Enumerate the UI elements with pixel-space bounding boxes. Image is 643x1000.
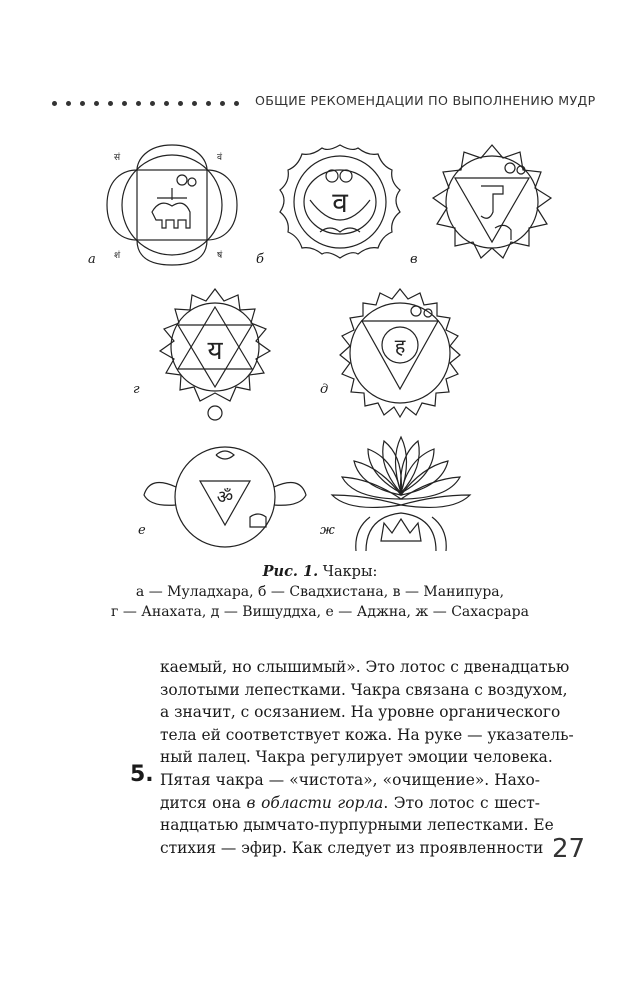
- dot: [52, 101, 57, 106]
- dot: [108, 101, 113, 106]
- label-d: д: [320, 382, 329, 397]
- dot: [150, 101, 155, 106]
- petal-glyph: सं: [114, 153, 121, 163]
- seed-syllable: व: [332, 186, 348, 219]
- dot: [220, 101, 225, 106]
- section-number: 5.: [130, 762, 154, 787]
- label-a: а: [88, 252, 96, 267]
- page-number: 27: [552, 834, 586, 864]
- vishuddha-drawing: [328, 285, 473, 420]
- text-line: тела ей соответствует кожа. На руке — указатель-: [160, 725, 574, 744]
- label-g: г: [133, 382, 140, 397]
- label-e: е: [138, 523, 146, 538]
- text-line: стихия — эфир. Как следует из проявленности: [160, 838, 544, 857]
- manipura-drawing: [425, 140, 560, 270]
- text-line: Пятая чакра — «чистота», «очищение». Нахо-: [160, 770, 540, 789]
- header-title: ОБЩИЕ РЕКОМЕНДАЦИИ ПО ВЫПОЛНЕНИЮ МУДР: [255, 93, 596, 108]
- figure-caption-title: [50, 563, 590, 580]
- seed-syllable: ह: [394, 334, 406, 358]
- dot: [192, 101, 197, 106]
- dot: [94, 101, 99, 106]
- italic-phrase: в области горла: [246, 793, 384, 812]
- caption-title-text: Чакры:: [318, 564, 378, 580]
- dot: [66, 101, 71, 106]
- dot: [206, 101, 211, 106]
- seed-syllable: य: [207, 336, 223, 366]
- dot: [80, 101, 85, 106]
- dot: [136, 101, 141, 106]
- petal-glyph: षं: [217, 251, 223, 261]
- text-line: ный палец. Чакра регулирует эмоции человека.: [160, 748, 553, 767]
- running-header: [52, 92, 598, 112]
- label-zh: ж: [320, 523, 335, 538]
- dot: [164, 101, 169, 106]
- dot: [234, 101, 239, 106]
- label-b: б: [256, 252, 264, 267]
- petal-glyph: वं: [217, 153, 223, 163]
- dot: [122, 101, 127, 106]
- seed-syllable: ॐ: [216, 487, 234, 508]
- header-dots: [52, 101, 239, 106]
- sahasrara-drawing: [326, 433, 476, 558]
- label-v: в: [410, 252, 418, 267]
- text-line: дится она в области горла. Это лотос с шест-: [160, 793, 541, 812]
- text-line: золотыми лепестками. Чакра связана с воздухом,: [160, 680, 568, 699]
- chakra-figure: [80, 140, 560, 560]
- muladhara-drawing: [102, 140, 242, 270]
- text-line: надцатью дымчато-пурпурными лепестками. Ее: [160, 816, 554, 835]
- caption-label: Рис. 1.: [262, 563, 319, 580]
- text-line: каемый, но слышимый». Это лотос с двенадцатью: [160, 658, 570, 676]
- dot: [178, 101, 183, 106]
- text-line: а значит, с осязанием. На уровне органического: [160, 703, 561, 722]
- petal-glyph: शं: [114, 251, 121, 261]
- caption-line-2: г — Анахата, д — Вишуддха, е — Аджна, ж — Сахасрара: [111, 604, 529, 620]
- svadhisthana-drawing: [270, 140, 410, 270]
- caption-line-1: а — Муладхара, б — Свадхистана, в — Манипура,: [135, 584, 505, 600]
- anahata-drawing: [150, 285, 280, 425]
- ajna-drawing: [140, 445, 310, 555]
